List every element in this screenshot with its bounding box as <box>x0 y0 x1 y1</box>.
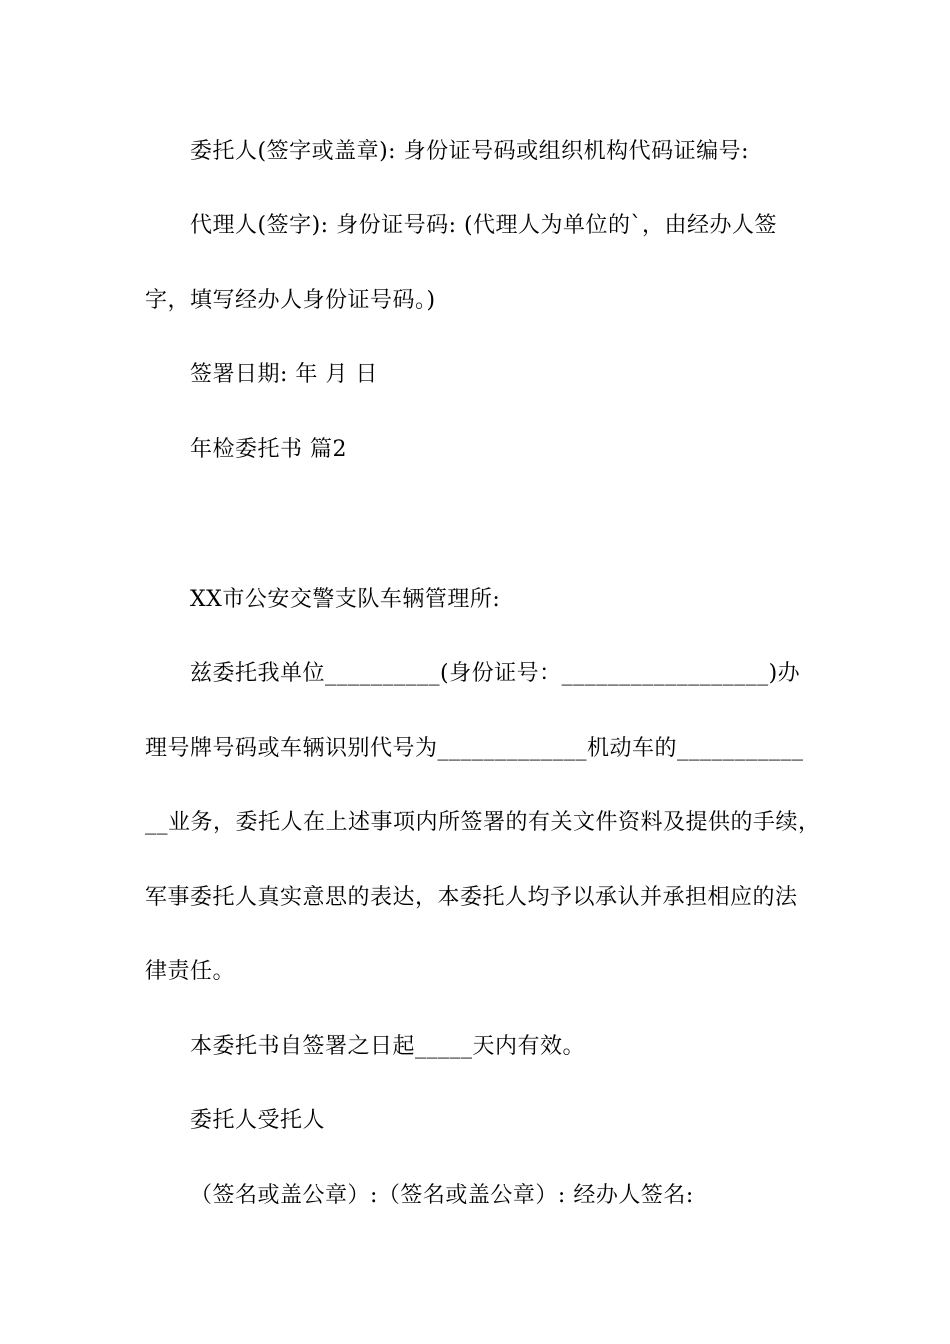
section-heading: 年检委托书 篇2 <box>190 437 347 462</box>
body-paragraph-line-1: 兹委托我单位__________(身份证号：__________________)办 <box>190 661 801 686</box>
agent-signature-line-cont: 字，填写经办人身份证号码。) <box>145 288 436 313</box>
agent-signature-line: 代理人(签字): 身份证号码: (代理人为单位的`，由经办人签 <box>190 213 778 238</box>
body-paragraph-line-5: 律责任。 <box>145 959 236 984</box>
principal-signature-line: 委托人(签字或盖章): 身份证号码或组织机构代码证编号: <box>190 139 749 164</box>
signing-date-line: 签署日期: 年 月 日 <box>190 362 378 387</box>
body-paragraph-line-3: __业务，委托人在上述事项内所签署的有关文件资料及提供的手续， <box>145 810 821 835</box>
signature-fields-line: （签名或盖公章）:（签名或盖公章）: 经办人签名: <box>190 1183 694 1208</box>
body-paragraph-line-2: 理号牌号码或车辆识别代号为_____________机动车的___________ <box>145 736 804 761</box>
validity-line: 本委托书自签署之日起_____天内有效。 <box>190 1034 586 1059</box>
body-paragraph-line-4: 军事委托人真实意思的表达，本委托人均予以承认并承担相应的法 <box>145 885 798 910</box>
addressee-line: XX市公安交警支队车辆管理所: <box>190 587 501 612</box>
parties-line: 委托人受托人 <box>190 1108 326 1133</box>
